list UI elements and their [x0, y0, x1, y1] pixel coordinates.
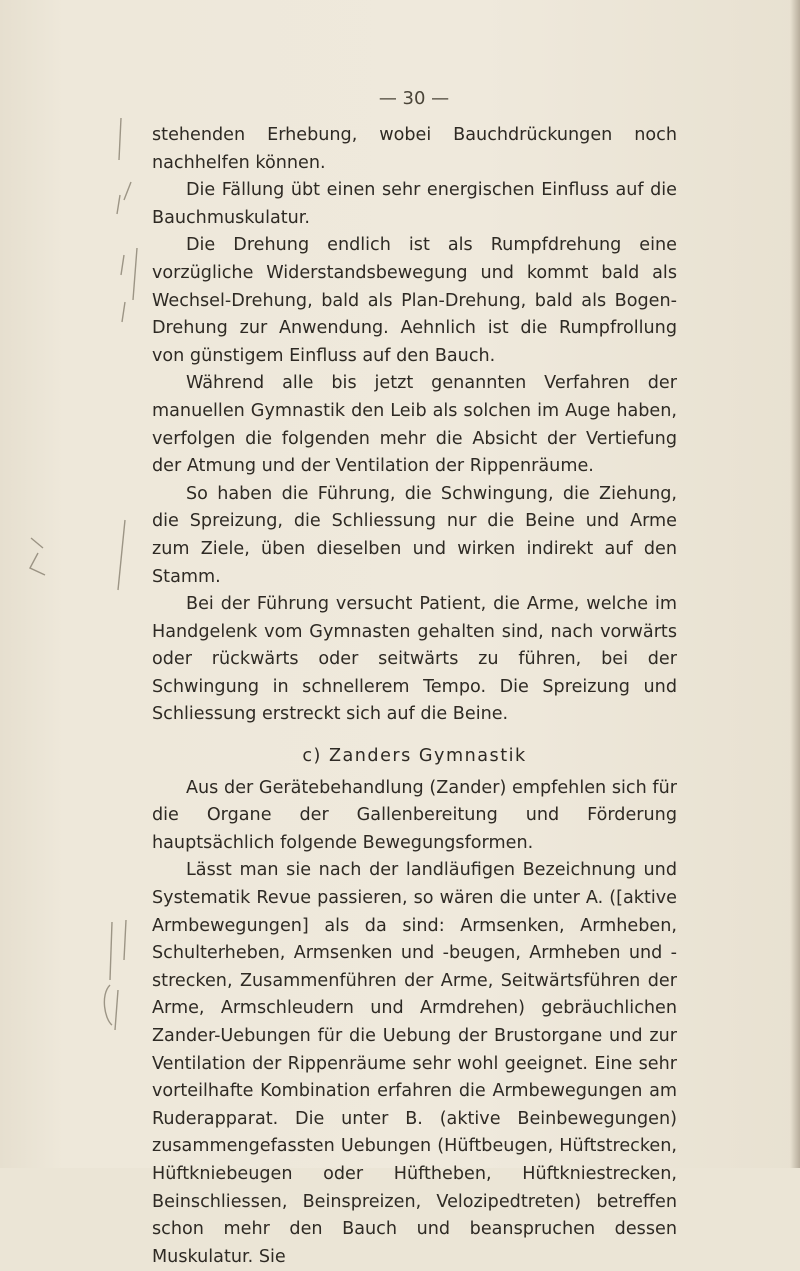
- paragraph-7: Aus der Gerätebehandlung (Zander) empfehlen sich für die Organe der Gallenbereitung und Förderung hauptsächlich folgende Bewegungsformen.: [152, 777, 677, 853]
- paragraph-6: Bei der Führung versucht Patient, die Arme, welche im Handgelenk vom Gymnasten gehalten sind, nach vorwärts oder rückwärts oder seitwärts zu führen, bei der Schwingung in schnellerem Tempo. Die Spreizung und Schliessung erstreckt sich auf die Beine.: [152, 594, 677, 725]
- paragraph-3: Die Drehung endlich ist als Rumpfdrehung eine vorzügliche Widerstandsbewegung und kommt bald als Wechsel-Drehung, bald als Plan-Drehung, bald als Bogen-Drehung zur Anwendung. Aehnlich ist die Rumpfrollung von günstigem Einfluss auf den Bauch.: [152, 235, 677, 366]
- paragraph-8: Lässt man sie nach der landläufigen Bezeichnung und Systematik Revue passieren, so wären die unter A. ([aktive Armbewegungen] als da sind: Armsenken, Armheben, Schulterheben, Armsenken und -beugen, Armheben und -strecken, Zusammenführen der Arme, Seitwärtsführen der Arme, Armschleudern und Armdrehen) gebräuchlichen Zander-Uebungen für die Uebung der Brustorgane und zur Ventilation der Rippenräume sehr wohl geeignet. Eine sehr vorteilhafte Kombination erfahren die Armbewegungen am Ruderapparat. Die unter B. (aktive Beinbewegungen) zusammengefassten Uebungen (Hüftbeugen, Hüftstrecken, Hüftkniebeugen oder Hüftheben, Hüftkniestrecken, Beinschliessen, Beinspreizen, Velozipedtreten) betreffen schon mehr den Bauch und beanspruchen dessen Muskulatur. Sie: [152, 860, 677, 1267]
- section-heading: c) Zanders Gymnastik: [302, 746, 527, 767]
- paragraph-5: So haben die Führung, die Schwingung, die Ziehung, die Spreizung, die Schliessung nur die Beine und Arme zum Ziele, üben dieselben und wirken indirekt auf den Stamm.: [152, 483, 677, 587]
- paragraph-2: Die Fällung übt einen sehr energischen Einfluss auf die Bauchmuskulatur.: [152, 180, 677, 228]
- page-number: — 30 —: [378, 88, 450, 109]
- paragraph-1: stehenden Erhebung, wobei Bauchdrückungen noch nachhelfen können.: [152, 125, 677, 173]
- paragraph-4: Während alle bis jetzt genannten Verfahren der manuellen Gymnastik den Leib als solchen im Auge haben, verfolgen die folgenden mehr die Absicht der Vertiefung der Atmung und der Ventilation der Rippenräume.: [152, 373, 677, 477]
- body-text: [152, 122, 677, 1271]
